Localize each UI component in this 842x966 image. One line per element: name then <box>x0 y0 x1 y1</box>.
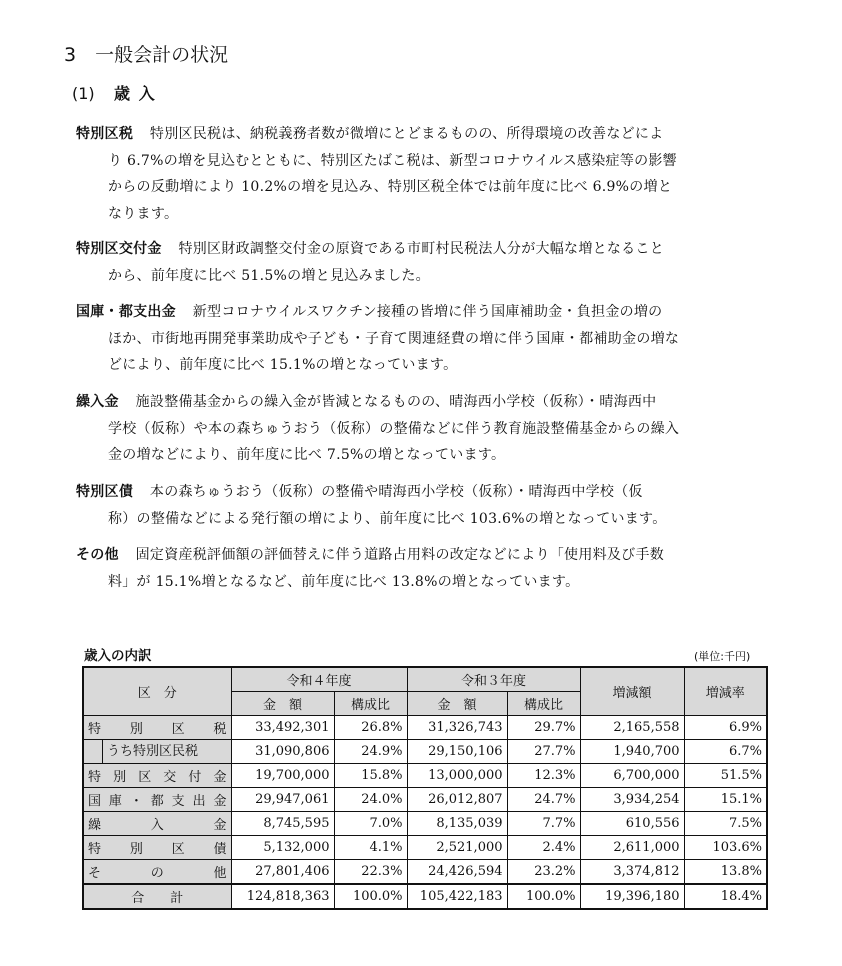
cell-r4-amount: 8,745,595 <box>231 812 334 836</box>
cell-r3-ratio: 27.7% <box>507 740 580 764</box>
paragraph-line: 新型コロナウイルスワクチン接種の皆増に伴う国庫補助金・負担金の増の <box>192 304 663 320</box>
cell-r4-amount: 19,700,000 <box>231 764 334 788</box>
cell-rate: 6.9% <box>684 716 767 740</box>
subsection-number: (1) <box>72 84 95 103</box>
revenue-breakdown-table <box>82 666 768 910</box>
row-label: 特別区税 <box>83 716 231 740</box>
cell-r4-ratio: 7.0% <box>334 812 407 836</box>
subsection-title: 歳入 <box>114 84 164 103</box>
cell-diff: 6,700,000 <box>580 764 684 788</box>
header-diff: 増減額 <box>580 667 684 716</box>
cell-diff: 610,556 <box>580 812 684 836</box>
cell-r3-amount: 29,150,106 <box>407 740 507 764</box>
header-category: 区 分 <box>83 667 231 716</box>
cell-r3-amount: 26,012,807 <box>407 788 507 812</box>
cell-r4-ratio: 26.8% <box>334 716 407 740</box>
cell-r3-ratio: 24.7% <box>507 788 580 812</box>
paragraph-line: 料」が 15.1%増となるなど、前年度に比べ 13.8%の増となっています。 <box>108 573 580 590</box>
paragraph-label: 特別区交付金 <box>76 241 162 257</box>
cell-r3-ratio: 29.7% <box>507 716 580 740</box>
cell-r3-ratio: 7.7% <box>507 812 580 836</box>
table-row <box>83 812 767 836</box>
paragraph-kusai <box>76 479 772 532</box>
cell-r3-ratio: 2.4% <box>507 836 580 860</box>
header-r3-amount: 金 額 <box>407 692 507 716</box>
cell-rate: 103.6% <box>684 836 767 860</box>
header-r3-ratio: 構成比 <box>507 692 580 716</box>
paragraph-label: 繰入金 <box>76 394 119 410</box>
cell-r4-ratio: 4.1% <box>334 836 407 860</box>
paragraph-line: なります。 <box>108 205 179 222</box>
paragraph-line: 称）の整備などによる発行額の増により、前年度に比べ 103.6%の増となっています。 <box>108 510 667 527</box>
cell-diff: 2,611,000 <box>580 836 684 860</box>
cell-r4-amount: 33,492,301 <box>231 716 334 740</box>
total-label: 合 計 <box>83 884 231 909</box>
table-row <box>83 836 767 860</box>
total-r4-ratio: 100.0% <box>334 884 407 909</box>
subsection-heading <box>72 81 164 104</box>
row-label: うち特別区民税 <box>107 744 199 759</box>
cell-rate: 7.5% <box>684 812 767 836</box>
paragraph-line: ほか、市街地再開発事業助成や子ども・子育て関連経費の増に伴う国庫・都補助金の増な <box>108 330 680 347</box>
row-label-sub <box>83 740 231 764</box>
paragraph-line: 特別区財政調整交付金の原資である市町村民税法人分が大幅な増となること <box>178 241 665 257</box>
row-label: その他 <box>83 860 231 885</box>
row-label: 国庫・都支出金 <box>83 788 231 812</box>
section-heading: 3 一般会計の状況 <box>64 44 229 66</box>
cell-r4-ratio: 24.0% <box>334 788 407 812</box>
cell-r4-ratio: 24.9% <box>334 740 407 764</box>
cell-diff: 3,374,812 <box>580 860 684 885</box>
table-row <box>83 764 767 788</box>
paragraph-line: 本の森ちゅうおう（仮称）の整備や晴海西小学校（仮称）・晴海西中学校（仮 <box>149 484 643 500</box>
cell-r3-ratio: 12.3% <box>507 764 580 788</box>
cell-rate: 13.8% <box>684 860 767 885</box>
table-caption: 歳入の内訳 <box>84 648 152 664</box>
row-label: 繰入金 <box>83 812 231 836</box>
paragraph-line: 金の増などにより、前年度に比べ 7.5%の増となっています。 <box>108 447 506 463</box>
paragraph-line: 固定資産税評価額の評価替えに伴う道路占用料の改定などにより「使用料及び手数 <box>135 547 664 563</box>
cell-r3-amount: 13,000,000 <box>407 764 507 788</box>
paragraph-line: り 6.7%の増を見込むとともに、特別区たばこ税は、新型コロナウイルス感染症等の影響 <box>108 152 677 169</box>
total-rate: 18.4% <box>684 884 767 909</box>
cell-r3-amount: 24,426,594 <box>407 860 507 885</box>
cell-diff: 3,934,254 <box>580 788 684 812</box>
cell-r3-amount: 31,326,743 <box>407 716 507 740</box>
cell-diff: 1,940,700 <box>580 740 684 764</box>
cell-r3-amount: 8,135,039 <box>407 812 507 836</box>
header-r3: 令和３年度 <box>407 667 580 692</box>
cell-diff: 2,165,558 <box>580 716 684 740</box>
paragraph-label: 国庫・都支出金 <box>76 304 176 320</box>
table-total-row <box>83 884 767 909</box>
total-r3-ratio: 100.0% <box>507 884 580 909</box>
table-row <box>83 788 767 812</box>
header-r4-ratio: 構成比 <box>334 692 407 716</box>
cell-r4-amount: 27,801,406 <box>231 860 334 885</box>
row-label: 特別区交付金 <box>83 764 231 788</box>
cell-r4-amount: 29,947,061 <box>231 788 334 812</box>
total-diff: 19,396,180 <box>580 884 684 909</box>
paragraph-line: 特別区民税は、納税義務者数が微増にとどまるものの、所得環境の改善などによ <box>149 126 664 142</box>
paragraph-label: その他 <box>76 547 119 563</box>
header-rate: 増減率 <box>684 667 767 716</box>
paragraph-label: 特別区税 <box>76 126 134 142</box>
total-r4-amount: 124,818,363 <box>231 884 334 909</box>
total-r3-amount: 105,422,183 <box>407 884 507 909</box>
row-label: 特別区債 <box>83 836 231 860</box>
cell-r3-ratio: 23.2% <box>507 860 580 885</box>
cell-r4-amount: 5,132,000 <box>231 836 334 860</box>
table-unit: (単位:千円) <box>694 650 751 663</box>
paragraph-tokubetsukuzei <box>76 121 772 227</box>
paragraph-line: 施設整備基金からの繰入金が皆減となるものの、晴海西小学校（仮称）・晴海西中 <box>135 394 657 410</box>
cell-rate: 6.7% <box>684 740 767 764</box>
paragraph-line: からの反動増により 10.2%の増を見込み、特別区税全体では前年度に比べ 6.9%の増と <box>108 179 673 195</box>
cell-rate: 15.1% <box>684 788 767 812</box>
cell-r4-amount: 31,090,806 <box>231 740 334 764</box>
table-row <box>83 860 767 885</box>
paragraph-line: 学校（仮称）や本の森ちゅうおう（仮称）の整備などに伴う教育施設整備基金からの繰入 <box>108 420 680 437</box>
paragraph-kofukin <box>76 236 772 289</box>
paragraph-kokko-toshishutsukin <box>76 299 772 379</box>
table-row <box>83 716 767 740</box>
header-r4-amount: 金 額 <box>231 692 334 716</box>
cell-r3-amount: 2,521,000 <box>407 836 507 860</box>
paragraph-label: 特別区債 <box>76 484 134 500</box>
table-row <box>83 740 767 764</box>
cell-rate: 51.5% <box>684 764 767 788</box>
header-r4: 令和４年度 <box>231 667 407 692</box>
paragraph-kurirekin <box>76 389 772 469</box>
cell-r4-ratio: 15.8% <box>334 764 407 788</box>
paragraph-line: から、前年度に比べ 51.5%の増と見込みました。 <box>108 267 430 284</box>
cell-r4-ratio: 22.3% <box>334 860 407 885</box>
paragraph-line: どにより、前年度に比べ 15.1%の増となっています。 <box>108 357 458 373</box>
paragraph-sonota <box>76 542 772 595</box>
